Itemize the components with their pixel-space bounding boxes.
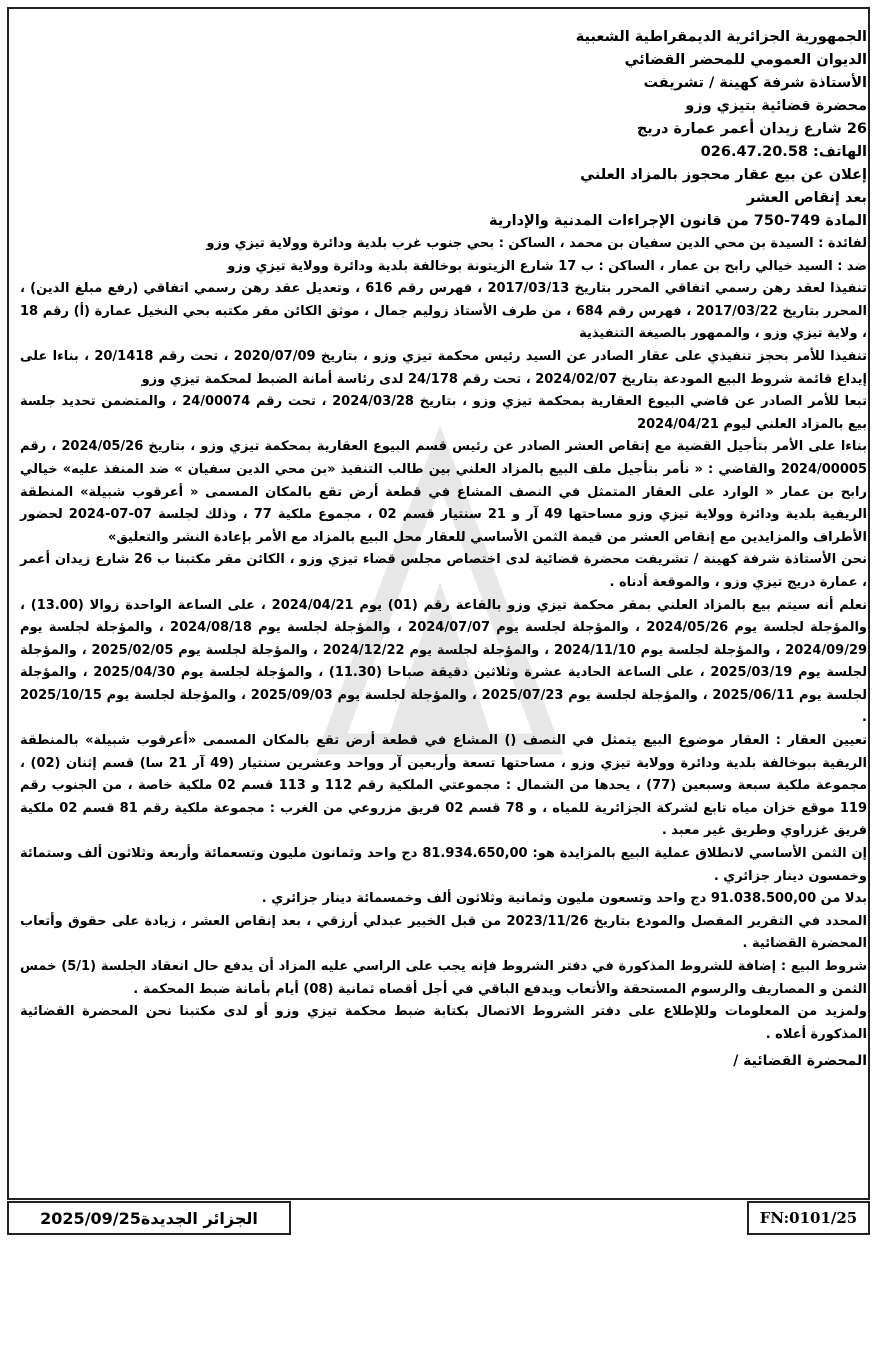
paragraph-postponement: بناءا على الأمر بتأجيل القضية مع إنقاص العشر الصادر عن رئيس قسم البيوع العقارية بمحكمة تيزي وزو ، بتاريخ 2024/05/26 ، رقم 2024/00005 والقاضي : « نأمر بتأجيل ملف البيع بالمزاد العلني بين طالب التنفيذ «بن محي الدين سفيان » ضد المنفذ عليه» خيالي رابح بن عمار « الوارد على العقار المتمثل في النصف المشاع في قطعة أرض تقع بالمكان المسمى « أعرقوب شبيلة» المنطقة الريفية بلدية ودائرة وولاية تيزي وزو مساحتها 49 آر و 21 سنتيار قسم 02 ، مجموع ملكية 77 ، وذلك لجلسة 07-07-2024 لحضور الأطراف والمزايدين مع إنقاص العشر من قيمة الثمن الأساسي للعقار محل البيع بالمزاد مع الأمر بإعادة النشر والتعليق»	[20, 439, 867, 545]
announcement-title: إعلان عن بيع عقار محجوز بالمزاد العلني	[580, 167, 867, 183]
paragraph-sale-conditions: شروط البيع : إضافة للشروط المذكورة في دفتر الشروط فإنه يجب على الراسي عليه المزاد أن يدفع حال انعقاد الجلسة (5/1) خمس الثمن و المصاريف والرسوم المستحقة والأتعاب ويدفع الباقي في أجل أقصاه ثمانية (08) أيام بأمانة ضبط المحكمة .	[20, 959, 868, 997]
footer-reference-box	[747, 1201, 870, 1235]
header-phone: الهاتف: 026.47.20.58	[700, 144, 867, 160]
header-address: 26 شارع زيدان أعمر عمارة دريج	[636, 121, 867, 137]
paragraph-previous-price: بدلا من 91.038.500,00 دج واحد وتسعون مليون وثمانية وثلاثون ألف وخمسمائة دينار جزائري .	[261, 891, 867, 907]
header-bailiff-name: الأستاذة شرفة كهينة / تشريفت	[643, 75, 867, 91]
header-bailiff-title: محضرة قضائية بتيزي وزو	[685, 98, 867, 114]
paragraph-info: ولمزيد من المعلومات وللإطلاع على دفتر الشروط الاتصال بكتابة ضبط محكمة تيزي وزو أو لدى مكتبنا نحن المحضرة القضائية المذكورة أعلاه .	[20, 1004, 867, 1042]
paragraph-seizure-order: تنفيذا للأمر بحجز تنفيذي على عقار الصادر عن السيد رئيس محكمة تيزي وزو ، بتاريخ 2020/07/09 ، تحت رقم 20/1418 ، بناءا على إيداع قائمة شروط البيع المودعة بتاريخ 2024/02/07 ، تحت رقم 24/178 لدى رئاسة أمانة الضبط لمحكمة تيزي وزو	[20, 348, 867, 387]
announcement-body	[20, 26, 867, 1072]
footer-newspaper: الجزائر الجديدة	[140, 1208, 258, 1228]
announcement-subtitle: بعد إنقاص العشر	[746, 190, 867, 206]
paragraph-sale-date-order: تبعا للأمر الصادر عن قاضي البيوع العقارية بمحكمة تيزي وزو ، بتاريخ 2024/03/28 ، تحت رقم 24/00074 ، والمتضمن تحديد جلسة بيع بالمزاد العلني ليوم 2024/04/21	[20, 394, 867, 432]
paragraph-bailiff: نحن الأستاذة شرفة كهينة / تشريفت محضرة قضائية لدى اختصاص مجلس قضاء تيزي وزو ، الكائن مقر مكتبنا ب 26 شارع زيدان أعمر ، عمارة دريج تيزي وزو ، والموقعة أدناه .	[20, 552, 867, 590]
paragraph-property: تعيين العقار : العقار موضوع البيع يتمثل في النصف () المشاع في قطعة أرض تقع بالمكان المسمى «أعرقوب شبيلة» بالمنطقة الريفية ببوخالفة بلدية ودائرة وولاية تيزي وزو ، مساحتها تسعة وأربعين آر وواحد وعشرين سنتيار (49 آر 21 سا) قسم إثنان (02) ، مجموعة ملكية سبعة وسبعين (77) ، يحدها من الشمال : مجموعتي الملكية رقم 112 و 113 قسم 02 ملكية خاصة ، من الجنوب رقم 119 موقع خزان مياه تابع لشركة الجزائرية للمياه ، و 78 قسم 02 فريق مزروعي من الغرب : مجموعة ملكية رقم 81 قسم 02 ملكية فريق غزراوي وطريق غير معبد .	[20, 733, 868, 839]
signature: المحضرة القضائية /	[733, 1053, 867, 1070]
paragraph-beneficiary: لفائدة : السيدة بن محي الدين سفيان بن محمد ، الساكن : بحي جنوب غرب بلدية ودائرة وولاية تيزي وزو	[206, 236, 867, 251]
footer-newspaper-box	[7, 1201, 291, 1235]
paragraph-expert: المحدد في التقرير المفصل والمودع بتاريخ 2023/11/26 من قبل الخبير عبدلي أرزقي ، بعد إنقاص العشر ، زيادة على حقوق وأتعاب المحضرة القضائية .	[20, 913, 867, 952]
paragraph-mortgage: تنفيذا لعقد رهن رسمي اتفاقي المحرر بتاريخ 2017/03/13 ، فهرس رقم 616 ، وتعديل عقد رهن رسمي اتفاقي (رفع مبلغ الدين) ، المحرر بتاريخ 2017/03/22 ، فهرس رقم 684 ، من طرف الأستاذ زوليم جمال ، موثق الكائن مقر مكتبه بحي النخيل عمارة (أ) رقم 18 ، ولاية تيزي وزو ، والممهور بالصيغة التنفيذية	[20, 281, 867, 342]
footer-date: 2025/09/25	[40, 1208, 141, 1228]
header-republic: الجمهورية الجزائرية الديمقراطية الشعبية	[575, 29, 867, 45]
header-office: الديوان العمومي للمحضر القضائي	[624, 52, 867, 68]
paragraph-sessions: نعلم أنه سيتم بيع بالمزاد العلني بمقر محكمة تيزي وزو بالقاعة رقم (01) يوم 2024/04/21 ، على الساعة الواحدة زوالا (13.00) ، والمؤجلة لجلسة يوم 2024/05/26 ، والمؤجلة لجلسة يوم 2024/07/07 ، والمؤجلة لجلسة يوم 2024/08/18 ، والمؤجلة لجلسة يوم 2024/09/29 ، والمؤجلة لجلسة يوم 2024/11/10 ، والمؤجلة لجلسة يوم 2024/12/22 ، والمؤجلة لجلسة يوم 2025/02/05 ، والمؤجلة لجلسة يوم 2025/03/19 ، على الساعة الحادية عشرة وثلاثين دقيقة صباحا (11.30) ، والمؤجلة لجلسة يوم 2025/04/30 ، والمؤجلة لجلسة يوم 2025/06/11 ، والمؤجلة لجلسة يوم 2025/07/23 ، والمؤجلة لجلسة يوم 2025/09/03 ، والمؤجلة لجلسة يوم 2025/10/15 .	[20, 597, 868, 726]
paragraph-against: ضد : السيد خيالي رابح بن عمار ، الساكن : ب 17 شارع الزيتونة بوخالفة بلدية ودائرة وولاية تيزي وزو	[227, 258, 867, 274]
paragraph-base-price: إن الثمن الأساسي لانطلاق عملية البيع بالمزايدة هو: 81.934.650,00 دج واحد وثمانون مليون وتسعمائة وأربعة وثلاثون ألف وستمائة وخمسون دينار جزائري .	[20, 846, 867, 884]
legal-article: المادة 749-750 من قانون الإجراءات المدنية والإدارية	[489, 213, 867, 229]
footer-reference: FN:0101/25	[759, 1209, 858, 1227]
